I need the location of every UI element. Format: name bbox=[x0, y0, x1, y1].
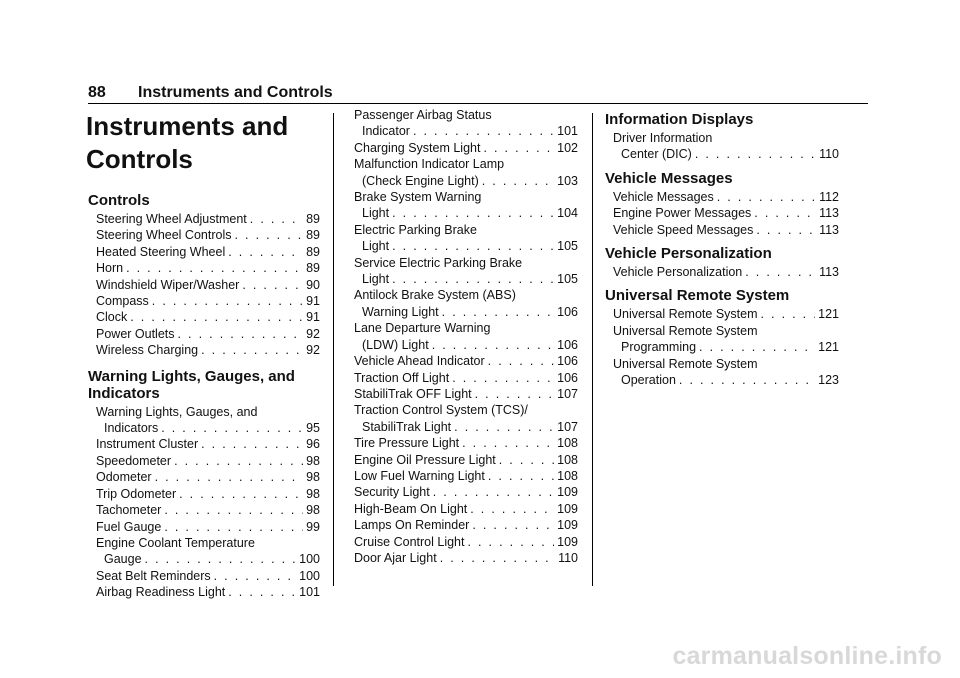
dot-leader bbox=[392, 205, 554, 221]
toc-entry-line-wrap bbox=[96, 535, 320, 551]
dot-leader bbox=[470, 501, 554, 517]
toc-entry-title: Warning Light bbox=[362, 304, 439, 319]
toc-entry-page: 99 bbox=[306, 519, 320, 534]
toc-entry[interactable] bbox=[354, 534, 578, 550]
toc-entry-title: Steering Wheel Adjustment bbox=[96, 212, 247, 226]
toc-entry-title: Windshield Wiper/Washer bbox=[96, 277, 240, 292]
dot-leader bbox=[164, 502, 303, 518]
dot-leader bbox=[452, 370, 554, 386]
toc-entry-title: Low Fuel Warning Light bbox=[354, 468, 485, 483]
toc-entry[interactable] bbox=[96, 469, 320, 485]
toc-entry-line-wrap bbox=[354, 222, 578, 238]
toc-entry-line bbox=[96, 469, 320, 485]
page-number: 88 bbox=[88, 84, 106, 101]
toc-entry[interactable] bbox=[354, 156, 578, 189]
section-heading bbox=[605, 170, 839, 187]
toc-entry-line bbox=[613, 189, 839, 205]
toc-entry[interactable] bbox=[96, 260, 320, 276]
toc-entry-page: 89 bbox=[306, 261, 320, 276]
dot-leader bbox=[754, 205, 816, 221]
dot-leader bbox=[695, 146, 816, 162]
toc-entry-page: 113 bbox=[819, 222, 839, 237]
toc-entry-page: 109 bbox=[557, 501, 578, 516]
toc-entry-page: 105 bbox=[557, 272, 578, 287]
toc-entry-title: High-Beam On Light bbox=[354, 501, 468, 516]
toc-entry-page: 98 bbox=[306, 470, 320, 485]
toc-entry-line bbox=[96, 568, 320, 584]
section-heading-line: Controls bbox=[88, 192, 150, 209]
toc-entry-line-wrap bbox=[354, 287, 578, 303]
toc-entry-title: Universal Remote System bbox=[613, 307, 758, 322]
toc-entry-title: Door Ajar Light bbox=[354, 550, 437, 565]
toc-entry-line-wrap bbox=[613, 130, 839, 146]
toc-entry[interactable] bbox=[96, 309, 320, 325]
toc-entry-title: Electric Parking Brake bbox=[354, 222, 477, 237]
toc-entry-title: Passenger Airbag Status bbox=[354, 108, 492, 122]
toc-entry[interactable] bbox=[354, 287, 578, 320]
toc-entry-title: Engine Power Messages bbox=[613, 206, 752, 221]
dot-leader bbox=[482, 173, 554, 189]
toc-entry-page: 110 bbox=[558, 550, 578, 565]
toc-entry-title: Tachometer bbox=[96, 503, 162, 518]
section-heading bbox=[605, 287, 839, 304]
toc-entry-page: 112 bbox=[819, 189, 839, 204]
toc-entry-title: StabiliTrak OFF Light bbox=[354, 386, 472, 401]
section-heading-line: Indicators bbox=[88, 384, 160, 402]
toc-entry-title: Cruise Control Light bbox=[354, 534, 465, 549]
toc-entry-page: 96 bbox=[306, 437, 320, 452]
toc-entry-list bbox=[605, 130, 839, 163]
toc-entry[interactable] bbox=[613, 130, 839, 163]
toc-entry-title: Light bbox=[362, 272, 390, 287]
toc-entry[interactable] bbox=[354, 140, 578, 156]
toc-column-3 bbox=[605, 111, 839, 388]
toc-entry-page: 106 bbox=[557, 354, 578, 369]
dot-leader bbox=[433, 484, 554, 500]
toc-entry[interactable] bbox=[354, 107, 578, 140]
toc-entry-title: Light bbox=[362, 206, 390, 221]
toc-entry-title: Instrument Cluster bbox=[96, 437, 199, 452]
toc-entry[interactable] bbox=[96, 404, 320, 437]
toc-entry[interactable] bbox=[354, 222, 578, 255]
toc-entry-line bbox=[354, 550, 578, 566]
chapter-title-line: Instruments and bbox=[86, 111, 289, 141]
toc-entry-page: 98 bbox=[306, 486, 320, 501]
toc-entry-line bbox=[354, 468, 578, 484]
section-heading-line: Universal Remote System bbox=[605, 287, 790, 305]
toc-entry-title: Brake System Warning bbox=[354, 190, 482, 205]
toc-entry[interactable] bbox=[96, 584, 320, 600]
toc-entry-title: Universal Remote System bbox=[613, 356, 758, 371]
toc-entry-page: 91 bbox=[306, 310, 320, 325]
toc-entry-line bbox=[96, 420, 320, 436]
dot-leader bbox=[745, 264, 816, 280]
toc-entry-line bbox=[354, 501, 578, 517]
dot-leader bbox=[462, 435, 554, 451]
toc-entry-title: Airbag Readiness Light bbox=[96, 585, 226, 600]
toc-entry[interactable] bbox=[613, 264, 839, 280]
toc-entry[interactable] bbox=[96, 211, 320, 227]
toc-entry-title: Center (DIC) bbox=[621, 147, 692, 162]
dot-leader bbox=[152, 293, 303, 309]
toc-entry-page: 108 bbox=[557, 452, 578, 467]
toc-entry[interactable] bbox=[613, 222, 839, 238]
toc-entry-page: 106 bbox=[557, 304, 578, 319]
toc-entry-title: Wireless Charging bbox=[96, 343, 199, 358]
section-heading bbox=[88, 368, 320, 402]
running-section-title: Instruments and Controls bbox=[138, 84, 333, 101]
toc-entry-line bbox=[354, 173, 578, 189]
toc-entry-title: Antilock Brake System (ABS) bbox=[354, 288, 516, 303]
toc-entry-title: (Check Engine Light) bbox=[362, 173, 479, 188]
toc-entry-line-wrap bbox=[613, 323, 839, 339]
toc-entry-title: Odometer bbox=[96, 470, 152, 485]
toc-column-2 bbox=[354, 107, 578, 566]
dot-leader bbox=[228, 244, 303, 260]
toc-entry-line bbox=[96, 244, 320, 260]
dot-leader bbox=[174, 453, 303, 469]
header-rule bbox=[88, 103, 868, 104]
toc-entry-page: 109 bbox=[557, 518, 578, 533]
toc-entry[interactable] bbox=[354, 255, 578, 288]
toc-entry-title: Universal Remote System bbox=[613, 323, 758, 338]
toc-entry-line bbox=[613, 205, 839, 221]
toc-entry-page: 107 bbox=[557, 419, 578, 434]
dot-leader bbox=[475, 386, 555, 402]
toc-entry[interactable] bbox=[354, 452, 578, 468]
toc-entry[interactable] bbox=[354, 189, 578, 222]
toc-entry-line bbox=[354, 353, 578, 369]
dot-leader bbox=[242, 277, 303, 293]
toc-entry-line bbox=[613, 222, 839, 238]
toc-entry-line bbox=[354, 370, 578, 386]
toc-entry-line-wrap bbox=[354, 255, 578, 271]
toc-entry[interactable] bbox=[96, 486, 320, 502]
toc-entry-title: Vehicle Personalization bbox=[613, 265, 743, 280]
dot-leader bbox=[467, 534, 554, 550]
dot-leader bbox=[442, 304, 554, 320]
toc-entry-line bbox=[354, 484, 578, 500]
toc-entry[interactable] bbox=[96, 227, 320, 243]
section-heading bbox=[605, 111, 839, 128]
section-heading bbox=[605, 245, 839, 262]
column-divider bbox=[333, 113, 334, 586]
toc-entry-page: 95 bbox=[306, 421, 320, 436]
toc-entry-list bbox=[354, 107, 578, 566]
toc-entry-title: Indicators bbox=[104, 421, 159, 436]
toc-entry-line-wrap bbox=[354, 402, 578, 418]
toc-entry-page: 113 bbox=[819, 206, 839, 221]
toc-entry-line bbox=[613, 339, 839, 355]
toc-entry-title: Engine Coolant Temperature bbox=[96, 535, 255, 550]
toc-entry-page: 121 bbox=[818, 340, 839, 355]
dot-leader bbox=[250, 211, 303, 227]
toc-entry[interactable] bbox=[354, 320, 578, 353]
toc-entry-line bbox=[354, 419, 578, 435]
toc-entry-title: (LDW) Light bbox=[362, 337, 429, 352]
toc-entry-page: 101 bbox=[557, 124, 578, 139]
toc-entry[interactable] bbox=[613, 323, 839, 356]
chapter-title bbox=[86, 110, 316, 176]
dot-leader bbox=[155, 469, 304, 485]
toc-entry[interactable] bbox=[96, 244, 320, 260]
toc-entry-line bbox=[96, 293, 320, 309]
dot-leader bbox=[161, 420, 303, 436]
toc-entry-line bbox=[96, 211, 320, 227]
toc-entry-line bbox=[354, 534, 578, 550]
dot-leader bbox=[679, 372, 815, 388]
toc-entry-page: 107 bbox=[557, 386, 578, 401]
toc-entry-list bbox=[88, 404, 320, 601]
toc-entry-page: 98 bbox=[306, 503, 320, 518]
toc-entry[interactable] bbox=[354, 402, 578, 435]
toc-entry-line bbox=[354, 452, 578, 468]
toc-entry-title: Warning Lights, Gauges, and bbox=[96, 404, 258, 419]
toc-entry-title: Light bbox=[362, 239, 390, 254]
toc-entry[interactable] bbox=[354, 501, 578, 517]
toc-entry-title: Horn bbox=[96, 261, 124, 276]
watermark: carmanualsonline.info bbox=[672, 642, 942, 670]
chapter-title-line: Controls bbox=[86, 144, 193, 174]
toc-entry-page: 100 bbox=[299, 568, 320, 583]
toc-entry-title: Programming bbox=[621, 340, 697, 355]
toc-entry-page: 90 bbox=[306, 277, 320, 292]
dot-leader bbox=[126, 260, 303, 276]
dot-leader bbox=[472, 517, 554, 533]
toc-entry-list bbox=[88, 211, 320, 359]
toc-entry-line bbox=[96, 436, 320, 452]
toc-entry-title: Trip Odometer bbox=[96, 486, 177, 501]
toc-entry-title: Driver Information bbox=[613, 131, 713, 145]
dot-leader bbox=[761, 306, 816, 322]
toc-entry-title: Indicator bbox=[362, 124, 410, 139]
toc-entry-page: 106 bbox=[557, 370, 578, 385]
toc-entry[interactable] bbox=[96, 535, 320, 568]
toc-entry-title: Vehicle Ahead Indicator bbox=[354, 354, 485, 369]
toc-entry-title: Traction Control System (TCS)/ bbox=[354, 403, 528, 418]
toc-entry[interactable] bbox=[354, 386, 578, 402]
toc-entry-line bbox=[96, 453, 320, 469]
toc-entry-title: Service Electric Parking Brake bbox=[354, 255, 523, 270]
toc-entry-page: 91 bbox=[306, 294, 320, 309]
dot-leader bbox=[164, 519, 303, 535]
toc-entry-title: Gauge bbox=[104, 552, 142, 567]
toc-entry-line bbox=[354, 304, 578, 320]
toc-entry-line bbox=[613, 306, 839, 322]
dot-leader bbox=[392, 238, 554, 254]
toc-entry-page: 110 bbox=[819, 147, 839, 162]
toc-entry-page: 101 bbox=[299, 585, 320, 600]
toc-entry-title: Engine Oil Pressure Light bbox=[354, 452, 496, 467]
toc-entry-title: Lane Departure Warning bbox=[354, 321, 491, 336]
toc-entry-title: Speedometer bbox=[96, 453, 172, 468]
toc-entry-line-wrap bbox=[96, 404, 320, 420]
toc-entry-line bbox=[613, 264, 839, 280]
toc-entry-page: 92 bbox=[306, 343, 320, 358]
toc-entry-page: 108 bbox=[557, 468, 578, 483]
dot-leader bbox=[488, 353, 554, 369]
toc-entry[interactable] bbox=[96, 326, 320, 342]
toc-entry-title: Lamps On Reminder bbox=[354, 518, 470, 533]
dot-leader bbox=[201, 342, 303, 358]
dot-leader bbox=[413, 123, 554, 139]
toc-entry[interactable] bbox=[354, 468, 578, 484]
column-divider bbox=[592, 113, 593, 586]
toc-entry-line-wrap bbox=[613, 356, 839, 372]
toc-entry-line-wrap bbox=[354, 320, 578, 336]
toc-entry-line bbox=[96, 519, 320, 535]
dot-leader bbox=[488, 468, 554, 484]
toc-entry-line bbox=[96, 502, 320, 518]
dot-leader bbox=[717, 189, 816, 205]
toc-entry-line bbox=[96, 326, 320, 342]
toc-entry-line bbox=[96, 551, 320, 567]
dot-leader bbox=[392, 271, 554, 287]
toc-entry[interactable] bbox=[613, 205, 839, 221]
toc-entry-title: Seat Belt Reminders bbox=[96, 568, 211, 583]
toc-entry-page: 103 bbox=[557, 173, 578, 188]
dot-leader bbox=[440, 550, 555, 566]
dot-leader bbox=[145, 551, 297, 567]
toc-entry-page: 106 bbox=[557, 337, 578, 352]
toc-entry[interactable] bbox=[96, 277, 320, 293]
dot-leader bbox=[483, 140, 554, 156]
toc-entry-line bbox=[96, 584, 320, 600]
dot-leader bbox=[178, 326, 304, 342]
toc-entry-title: Steering Wheel Controls bbox=[96, 228, 232, 243]
toc-entry-page: 113 bbox=[819, 265, 839, 280]
toc-entry-line bbox=[96, 342, 320, 358]
toc-entry-line bbox=[96, 277, 320, 293]
toc-entry-page: 98 bbox=[306, 453, 320, 468]
toc-entry[interactable] bbox=[96, 453, 320, 469]
toc-entry-page: 89 bbox=[306, 212, 320, 226]
toc-entry-line bbox=[96, 227, 320, 243]
toc-entry-title: Vehicle Messages bbox=[613, 189, 714, 204]
toc-entry[interactable] bbox=[354, 435, 578, 451]
toc-entry-title: Charging System Light bbox=[354, 140, 481, 155]
toc-entry-line bbox=[354, 123, 578, 139]
toc-entry-line bbox=[354, 271, 578, 287]
toc-entry-page: 109 bbox=[557, 485, 578, 500]
toc-entry-list bbox=[605, 306, 839, 388]
dot-leader bbox=[432, 337, 554, 353]
dot-leader bbox=[201, 436, 303, 452]
toc-entry-page: 121 bbox=[818, 307, 839, 322]
toc-entry-line bbox=[354, 238, 578, 254]
toc-entry[interactable] bbox=[96, 519, 320, 535]
toc-entry[interactable] bbox=[354, 517, 578, 533]
toc-entry-title: Compass bbox=[96, 294, 149, 309]
toc-entry-line bbox=[354, 140, 578, 156]
toc-entry[interactable] bbox=[613, 356, 839, 389]
section-heading-line: Information Displays bbox=[605, 111, 754, 128]
toc-entry[interactable] bbox=[96, 568, 320, 584]
dot-leader bbox=[214, 568, 297, 584]
dot-leader bbox=[228, 584, 296, 600]
dot-leader bbox=[454, 419, 554, 435]
toc-entry-title: Operation bbox=[621, 373, 676, 388]
toc-entry-title: Heated Steering Wheel bbox=[96, 244, 226, 259]
toc-entry[interactable] bbox=[354, 370, 578, 386]
toc-entry-page: 108 bbox=[557, 436, 578, 451]
toc-entry[interactable] bbox=[354, 353, 578, 369]
toc-entry-page: 123 bbox=[818, 373, 839, 388]
toc-entry-line bbox=[354, 205, 578, 221]
toc-column-1 bbox=[88, 192, 320, 601]
toc-entry-title: Clock bbox=[96, 310, 128, 325]
toc-entry-page: 100 bbox=[299, 552, 320, 567]
toc-entry-title: Fuel Gauge bbox=[96, 519, 162, 534]
toc-entry[interactable] bbox=[96, 436, 320, 452]
section-heading bbox=[88, 192, 320, 209]
dot-leader bbox=[699, 339, 815, 355]
toc-entry[interactable] bbox=[96, 293, 320, 309]
dot-leader bbox=[234, 227, 303, 243]
toc-entry[interactable] bbox=[354, 550, 578, 566]
toc-entry-line bbox=[354, 386, 578, 402]
toc-entry-line-wrap bbox=[354, 189, 578, 205]
toc-entry-line bbox=[96, 260, 320, 276]
toc-entry-line bbox=[354, 337, 578, 353]
toc-entry-list bbox=[605, 189, 839, 238]
toc-entry-page: 102 bbox=[557, 140, 578, 155]
dot-leader bbox=[130, 309, 303, 325]
toc-entry-line bbox=[613, 372, 839, 388]
toc-entry-page: 104 bbox=[557, 206, 578, 221]
toc-entry-title: Security Light bbox=[354, 485, 430, 500]
toc-entry[interactable] bbox=[96, 342, 320, 358]
toc-entry-page: 92 bbox=[306, 326, 320, 341]
toc-entry-title: Tire Pressure Light bbox=[354, 436, 460, 451]
section-heading-line: Vehicle Personalization bbox=[605, 245, 772, 263]
toc-entry-line bbox=[354, 517, 578, 533]
toc-entry[interactable] bbox=[354, 484, 578, 500]
toc-entry-line bbox=[613, 146, 839, 162]
toc-entry-line bbox=[96, 486, 320, 502]
toc-entry-page: 109 bbox=[557, 534, 578, 549]
toc-entry-page: 89 bbox=[306, 244, 320, 259]
toc-entry-line-wrap bbox=[354, 156, 578, 172]
toc-entry-title: Power Outlets bbox=[96, 326, 175, 341]
toc-entry-page: 105 bbox=[557, 239, 578, 254]
toc-entry-title: Traction Off Light bbox=[354, 370, 450, 385]
dot-leader bbox=[756, 222, 816, 238]
toc-entry-line-wrap bbox=[354, 107, 578, 123]
toc-entry-list bbox=[605, 264, 839, 280]
dot-leader bbox=[499, 452, 554, 468]
toc-entry-title: Vehicle Speed Messages bbox=[613, 222, 754, 237]
toc-entry[interactable] bbox=[613, 189, 839, 205]
toc-entry-title: StabiliTrak Light bbox=[362, 419, 452, 434]
toc-entry-page: 89 bbox=[306, 228, 320, 243]
toc-entry-line bbox=[96, 309, 320, 325]
toc-entry[interactable] bbox=[613, 306, 839, 322]
section-heading-line: Warning Lights, Gauges, and bbox=[88, 367, 295, 385]
dot-leader bbox=[179, 486, 303, 502]
section-heading-line: Vehicle Messages bbox=[605, 169, 733, 187]
toc-entry-title: Malfunction Indicator Lamp bbox=[354, 157, 505, 172]
toc-entry-line bbox=[354, 435, 578, 451]
toc-entry[interactable] bbox=[96, 502, 320, 518]
